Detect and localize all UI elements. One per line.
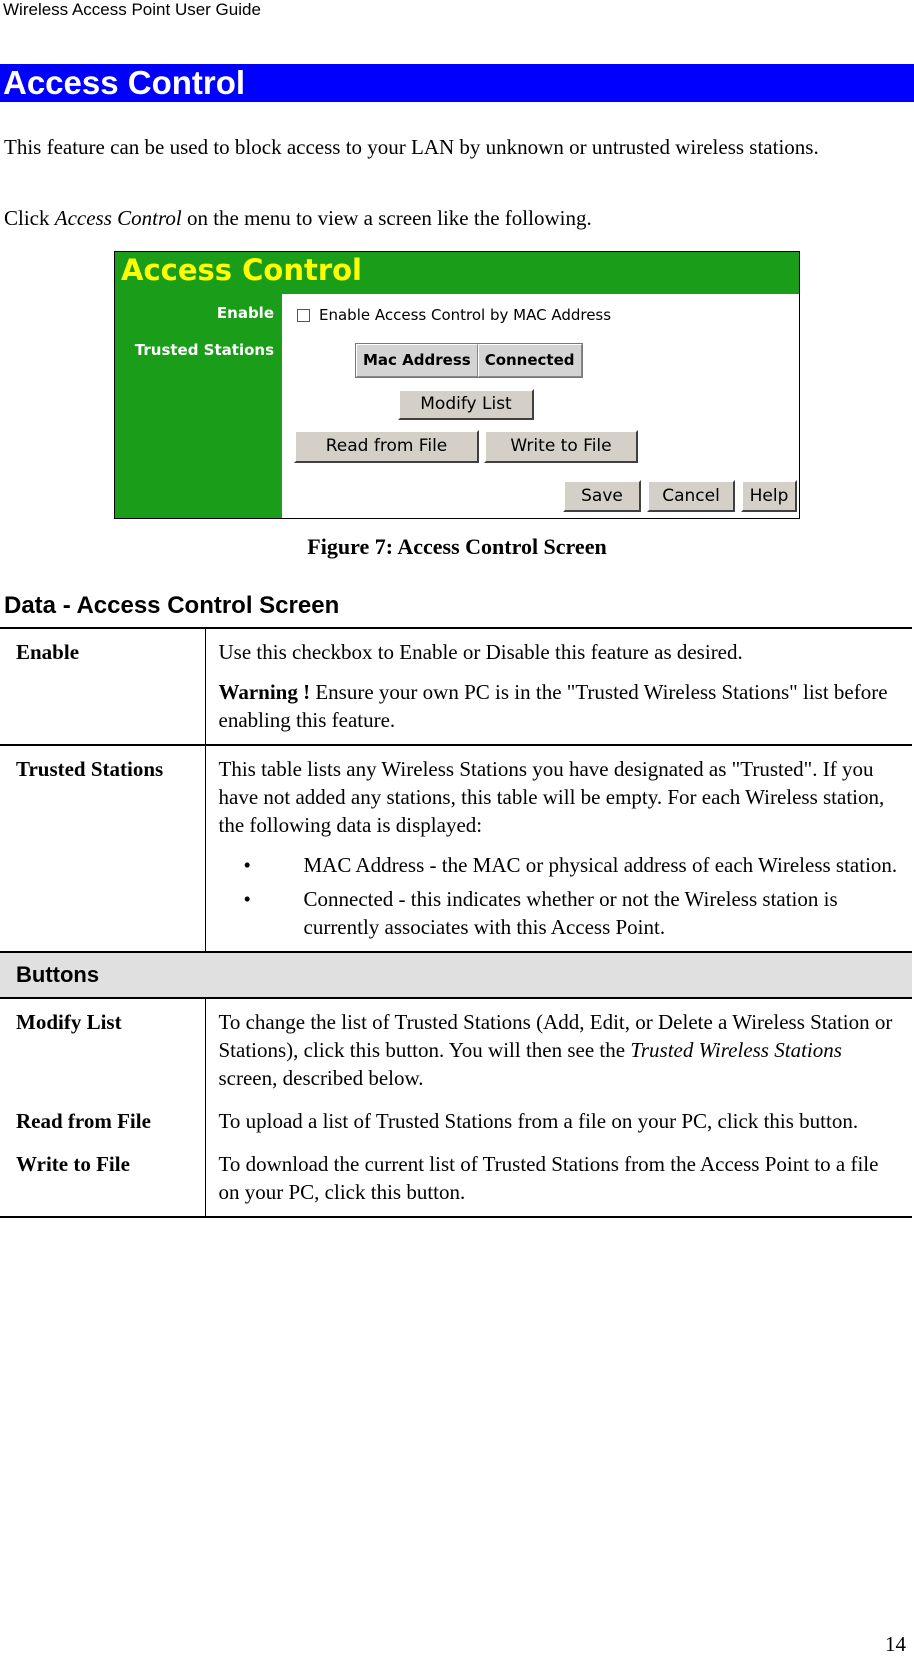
- trusted-stations-label: Trusted Stations: [134, 341, 274, 359]
- running-header: Wireless Access Point User Guide: [3, 0, 261, 19]
- intro-paragraph: This feature can be used to block access to your LAN by unknown or untrusted wireless stations.: [4, 135, 819, 159]
- trusted-stations-table: [355, 343, 583, 378]
- trusted-stations-term: Trusted Stations: [0, 745, 205, 952]
- data-table-heading: Data - Access Control Screen: [4, 592, 340, 619]
- modify-desc-suffix: screen, described below.: [218, 1066, 424, 1090]
- data-table: [0, 627, 912, 1218]
- instruction-prefix: Click: [4, 206, 55, 230]
- write-to-file-button[interactable]: Write to File: [484, 430, 638, 463]
- section-title: Access Control: [0, 64, 914, 102]
- table-row: [0, 628, 912, 745]
- connected-header: Connected: [478, 344, 582, 377]
- help-button[interactable]: Help: [741, 480, 797, 512]
- modify-desc-prefix: To change the list of Trusted Stations (Add, Edit, or Delete a Wireless Station or Stations), click this button. You will then see the: [218, 1010, 893, 1062]
- warning-label: Warning !: [218, 680, 311, 704]
- enable-description: [205, 628, 912, 745]
- enable-checkbox[interactable]: [297, 309, 310, 322]
- bullet-icon: •: [243, 853, 251, 877]
- modify-list-term: Modify List: [0, 998, 205, 1098]
- bullet-text: Connected - this indicates whether or not the Wireless station is currently associates with this Access Point.: [303, 887, 838, 939]
- enable-label: Enable: [216, 304, 274, 322]
- screenshot-title: Access Control: [121, 253, 362, 287]
- access-control-screenshot: [114, 251, 800, 519]
- table-row: [0, 745, 912, 952]
- enable-warning: [219, 678, 903, 734]
- cancel-button[interactable]: Cancel: [647, 480, 735, 512]
- figure-caption: Figure 7: Access Control Screen: [307, 534, 607, 559]
- write-to-file-description: To download the current list of Trusted Stations from the Access Point to a file on your PC, click this button.: [205, 1141, 912, 1217]
- instruction-suffix: on the menu to view a screen like the following.: [181, 206, 592, 230]
- bullet-text: MAC Address - the MAC or physical address of each Wireless station.: [303, 853, 898, 877]
- table-row: [0, 1098, 912, 1141]
- write-to-file-term: Write to File: [0, 1141, 205, 1217]
- trusted-stations-description: [205, 745, 912, 952]
- checkbox-label: Enable Access Control by MAC Address: [319, 306, 612, 324]
- buttons-header: Buttons: [0, 952, 912, 998]
- bullet-icon: •: [243, 887, 251, 911]
- modify-list-description: [205, 998, 912, 1098]
- list-item: [219, 851, 903, 879]
- mac-address-header: Mac Address: [356, 344, 478, 377]
- page-number: 14: [885, 1632, 906, 1656]
- read-from-file-button[interactable]: Read from File: [294, 430, 479, 463]
- instruction-menu-name: Access Control: [54, 206, 182, 230]
- intro-instruction: [4, 204, 884, 232]
- save-button[interactable]: Save: [563, 480, 641, 512]
- warning-text: Ensure your own PC is in the "Trusted Wireless Stations" list before enabling this feature.: [218, 680, 888, 732]
- modify-list-button[interactable]: Modify List: [398, 389, 534, 420]
- read-from-file-description: To upload a list of Trusted Stations from a file on your PC, click this button.: [218, 1109, 859, 1133]
- table-row: [0, 998, 912, 1098]
- table-row: [0, 1141, 912, 1217]
- trusted-desc-text: This table lists any Wireless Stations you have designated as "Trusted". If you have not added any stations, this table will be empty. For each Wireless station, the following data is displayed:: [218, 757, 885, 837]
- modify-desc-italic: Trusted Wireless Stations: [630, 1038, 842, 1062]
- enable-desc-text: Use this checkbox to Enable or Disable this feature as desired.: [218, 640, 743, 664]
- enable-term: Enable: [0, 628, 205, 745]
- list-item: [219, 885, 903, 941]
- settings-panel: [282, 294, 799, 518]
- enable-access-control-option[interactable]: [297, 306, 611, 324]
- read-from-file-term: Read from File: [0, 1098, 205, 1141]
- buttons-section-header: [0, 952, 912, 998]
